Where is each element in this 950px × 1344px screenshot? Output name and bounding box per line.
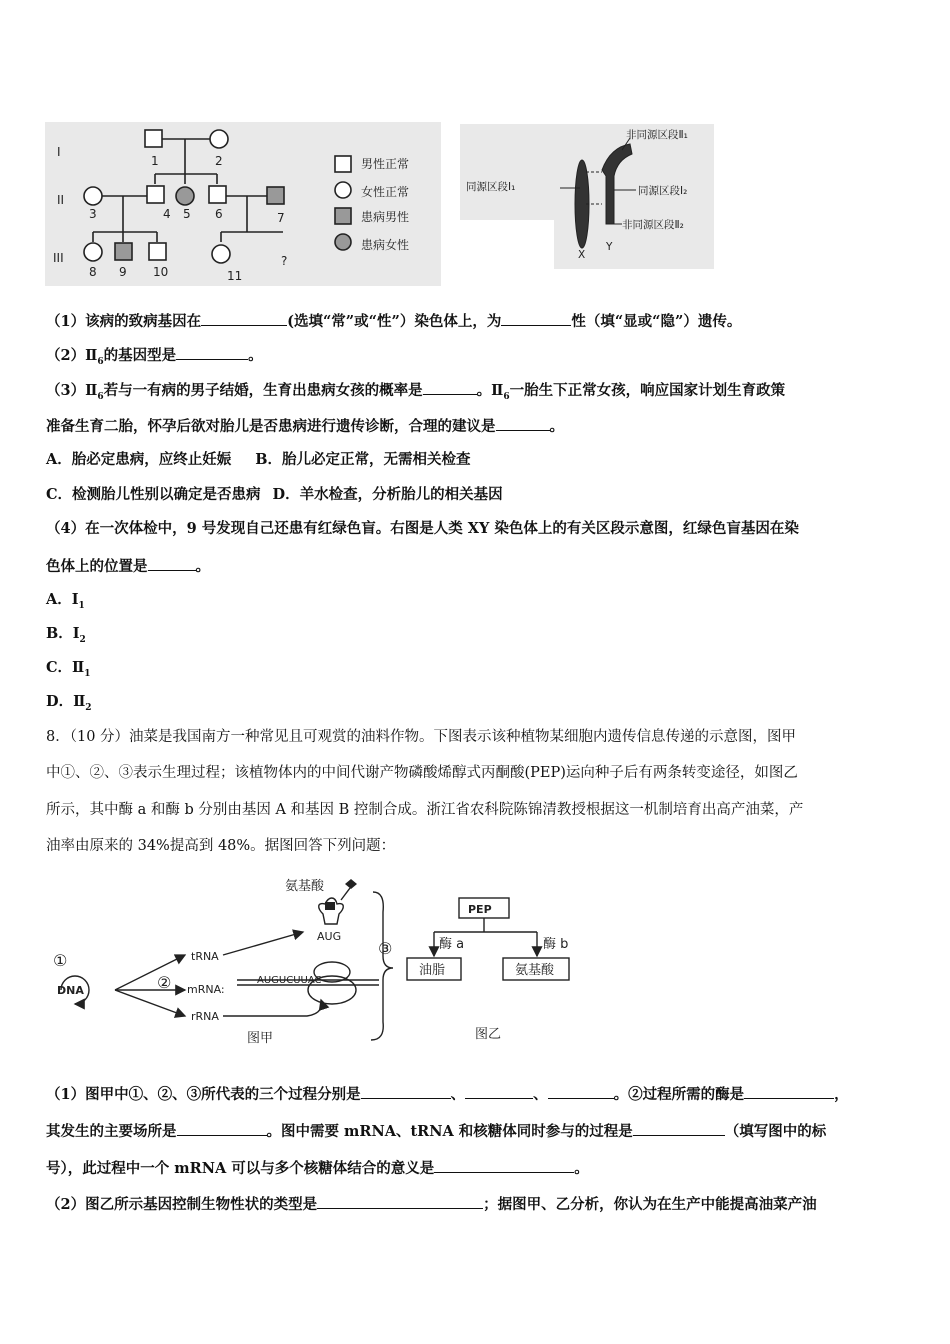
- q7-p1-text-c: 性（填“显或“隐”）遗传。: [571, 313, 742, 330]
- q8-s1-text-i: 号），此过程中一个 mRNA 可以与多个核糖体结合的意义是: [46, 1160, 435, 1177]
- ind-10-male: [149, 243, 166, 260]
- answer-blank[interactable]: [317, 1194, 483, 1209]
- subscript: 6: [97, 356, 104, 367]
- gen-label-1: I: [57, 145, 61, 159]
- q8-s1-text-h: （填写图中的标: [724, 1123, 827, 1140]
- option-a-label: A．I: [46, 591, 79, 608]
- answer-blank[interactable]: [201, 311, 287, 326]
- q7-part1: [46, 311, 741, 331]
- q8-intro-text-3: 所示，其中酶 a 和酶 b 分别由基因 A 和基因 B 控制合成。浙江省农科院陈锦清教授根据这一机制培育出高产油菜，产: [46, 802, 804, 818]
- label-oil: 油脂: [419, 963, 446, 978]
- ind-label-8: 8: [89, 265, 97, 279]
- label-aug: AUG: [317, 930, 342, 943]
- subscript: 2: [85, 702, 92, 713]
- q7-p4-option-a[interactable]: [46, 591, 85, 615]
- ind-2-female: [210, 130, 228, 148]
- legend-label-affected-male: 患病男性: [361, 210, 410, 224]
- option-b[interactable]: B．胎儿必定正常，无需相关检查: [255, 451, 471, 468]
- q7-p4-text-c: 。: [195, 558, 210, 575]
- ind-label-4: 4: [163, 207, 171, 221]
- label-amino-acid: 氨基酸: [285, 879, 325, 894]
- legend-normal-female-icon: [335, 182, 351, 198]
- label-trna: tRNA: [191, 950, 219, 963]
- xy-chromosome-figure: [460, 124, 714, 269]
- q8-s2-text-a: （2）图乙所示基因控制生物性状的类型是: [46, 1196, 318, 1213]
- label-x: X: [578, 249, 586, 261]
- q8-intro-text-1: 8．（10 分）油菜是我国南方一种常见且可观赏的油料作物。下图表示该种植物某细胞内遗传信息传递的示意图，图甲: [46, 729, 797, 745]
- q7-part2: [46, 345, 263, 371]
- answer-blank[interactable]: [177, 1121, 267, 1136]
- q7-p3-text-d: 一胎生下正常女孩，响应国家计划生育政策: [509, 382, 786, 399]
- answer-blank[interactable]: [361, 1084, 451, 1099]
- q7-p4-option-d[interactable]: [46, 693, 92, 717]
- q7-part3-line1: [46, 380, 785, 406]
- label-enzyme-a: 酶 a: [439, 937, 465, 952]
- label-homologous-2: 同源区段Ⅰ₂: [638, 185, 688, 197]
- legend-label-normal-male: 男性正常: [361, 157, 410, 171]
- q8-s2-text-b: ；据图甲、乙分析，你认为在生产中能提高油菜产油: [483, 1196, 817, 1213]
- q7-p3-text-b: 若与一有病的男子结婚，生育出患病女孩的概率是: [103, 382, 423, 399]
- q8-s1-sep-1: 、: [450, 1086, 466, 1103]
- subscript: 6: [97, 391, 104, 402]
- ind-9-affected-male: [115, 243, 132, 260]
- q7-p1-text-b: (选填“常”或“性”）染色体上，为: [287, 313, 502, 330]
- q8-s1-text-e: ，: [834, 1086, 849, 1103]
- label-nonhomologous-1: 非同源区段Ⅱ₁: [626, 129, 688, 141]
- xy-svg: [460, 124, 714, 269]
- ind-label-2: 2: [215, 154, 223, 168]
- label-rrna: rRNA: [191, 1010, 219, 1023]
- q8-s1-sep-2: 、: [533, 1086, 548, 1103]
- q8-s1-text-f: 其发生的主要场所是: [46, 1123, 177, 1140]
- q8-s1-text-d: 。②过程所需的酶是: [613, 1086, 745, 1103]
- q8-s1-text-a: （1）图甲中①、②、③所代表的三个过程分别是: [46, 1086, 361, 1103]
- ind-label-9: 9: [119, 265, 127, 279]
- q8-part1-line2: [46, 1121, 826, 1141]
- q7-p3-text-a: （3）Ⅱ: [46, 382, 98, 399]
- q7-part3-line2: [46, 416, 564, 436]
- gen-label-2: II: [57, 193, 65, 207]
- q8-intro-text-4: 油率由原来的 34%提高到 48%。据图回答下列问题：: [46, 838, 396, 854]
- q7-p4-text-b: 色体上的位置是: [46, 558, 148, 575]
- answer-blank[interactable]: [501, 311, 571, 326]
- pedigree-figure: [45, 122, 441, 286]
- q7-p2-text-b: 的基因型是: [103, 347, 177, 364]
- q7-part4-line1: [46, 520, 799, 538]
- legend-affected-male-icon: [335, 208, 351, 224]
- ind-4-male: [147, 186, 164, 203]
- q7-p3-line2-text: 准备生育二胎，怀孕后欲对胎儿是否患病进行遗传诊断，合理的建议是: [46, 418, 496, 435]
- answer-blank[interactable]: [496, 416, 550, 431]
- ind-label-11: 11: [227, 269, 243, 283]
- label-amino-acid-2: 氨基酸: [515, 963, 555, 978]
- ind-label-5: 5: [183, 207, 191, 221]
- answer-blank[interactable]: [148, 556, 196, 571]
- option-d[interactable]: D．羊水检查，分析胎儿的相关基因: [272, 486, 503, 503]
- q7-p4-text-a: （4）在一次体检中，9 号发现自己还患有红绿色盲。右图是人类 XY 染色体上的有关区段示意图，红绿色盲基因在染: [46, 520, 799, 537]
- q8-part1-line3: [46, 1158, 589, 1178]
- q7-part4-line2: [46, 556, 210, 576]
- q7-p4-option-c[interactable]: [46, 659, 91, 683]
- label-process-1: ①: [53, 951, 68, 970]
- option-b-label: B．I: [46, 625, 80, 642]
- q8-s1-text-g: 。图中需要 mRNA、tRNA 和核糖体同时参与的过程是: [266, 1123, 633, 1140]
- subscript: 1: [84, 668, 91, 679]
- diagram-svg: [45, 872, 585, 1052]
- q8-intro-line2: [46, 764, 798, 782]
- q8-part2-line1: [46, 1194, 817, 1214]
- caption-figure-a: 图甲: [247, 1031, 274, 1046]
- q7-p3-text-c: 。Ⅱ: [476, 382, 504, 399]
- option-a[interactable]: A．胎必定患病，应终止妊娠: [46, 451, 232, 468]
- q8-intro-line4: [46, 837, 395, 855]
- option-c[interactable]: C．检测胎儿性别以确定是否患病: [46, 486, 261, 503]
- ind-7-affected-male: [267, 187, 284, 204]
- gen-label-3: III: [53, 251, 64, 265]
- answer-blank[interactable]: [633, 1121, 725, 1136]
- ind-6-male: [209, 186, 226, 203]
- option-c-label: C．Ⅱ: [46, 659, 85, 676]
- gene-expression-diagram: [45, 872, 585, 1052]
- amino-acid-icon: [345, 879, 357, 889]
- legend-label-affected-female: 患病女性: [361, 238, 410, 252]
- label-process-2: ②: [157, 973, 172, 992]
- answer-blank[interactable]: [423, 380, 477, 395]
- q7-options-cd: [46, 486, 503, 504]
- ind-8-female: [84, 243, 102, 261]
- label-y: Y: [606, 241, 613, 253]
- q7-options-ab: [46, 451, 471, 469]
- ind-label-unknown: ?: [281, 254, 288, 268]
- label-process-3: ③: [378, 939, 393, 958]
- q8-s1-text-j: 。: [574, 1160, 589, 1177]
- subscript: 2: [79, 634, 86, 645]
- label-pep: PEP: [468, 903, 492, 916]
- q8-intro-line3: [46, 801, 803, 819]
- legend-affected-female-icon: [335, 234, 351, 250]
- answer-blank[interactable]: [176, 345, 248, 360]
- q8-intro-text-2: 中①、②、③表示生理过程；该植物体内的中间代谢产物磷酸烯醇式丙酮酸(PEP)运向种子后有两条转变途径，如图乙: [46, 765, 798, 781]
- ind-label-6: 6: [215, 207, 223, 221]
- ind-3-female: [84, 187, 102, 205]
- answer-blank[interactable]: [548, 1084, 614, 1099]
- answer-blank[interactable]: [465, 1084, 533, 1099]
- label-dna: DNA: [57, 984, 84, 997]
- q8-intro-line1: [46, 728, 796, 746]
- q7-p1-text-a: （1）该病的致病基因在: [46, 313, 202, 330]
- label-nonhomologous-2: 非同源区段Ⅱ₂: [622, 219, 684, 231]
- ind-label-7: 7: [277, 211, 285, 225]
- label-homologous-1: 同源区段Ⅰ₁: [466, 181, 516, 193]
- option-d-label: D．Ⅱ: [46, 693, 86, 710]
- ind-1-male: [145, 130, 162, 147]
- q8-part1-line1: [46, 1084, 849, 1104]
- subscript: 6: [503, 391, 510, 402]
- pedigree-svg: [45, 122, 441, 286]
- q7-p2-text-c: 。: [248, 347, 263, 364]
- amino-acid-block: [325, 902, 335, 910]
- ind-5-affected-female: [176, 187, 194, 205]
- q7-p2-text-a: （2）Ⅱ: [46, 347, 98, 364]
- label-sequence: AUGUCUUAC: [257, 975, 322, 986]
- legend-label-normal-female: 女性正常: [361, 185, 410, 199]
- label-enzyme-b: 酶 b: [543, 937, 569, 952]
- answer-blank[interactable]: [744, 1084, 834, 1099]
- label-mrna: mRNA:: [187, 983, 225, 996]
- legend-normal-male-icon: [335, 156, 351, 172]
- bracket-3: [371, 892, 393, 1040]
- ind-11-female: [212, 245, 230, 263]
- ind-label-1: 1: [151, 154, 159, 168]
- ind-label-10: 10: [153, 265, 169, 279]
- answer-blank[interactable]: [434, 1158, 574, 1173]
- caption-figure-b: 图乙: [475, 1027, 502, 1042]
- ind-label-3: 3: [89, 207, 97, 221]
- q7-p4-option-b[interactable]: [46, 625, 86, 649]
- q7-p3-line2-end: 。: [549, 418, 564, 435]
- subscript: 1: [78, 600, 85, 611]
- trna-clover: [319, 898, 344, 924]
